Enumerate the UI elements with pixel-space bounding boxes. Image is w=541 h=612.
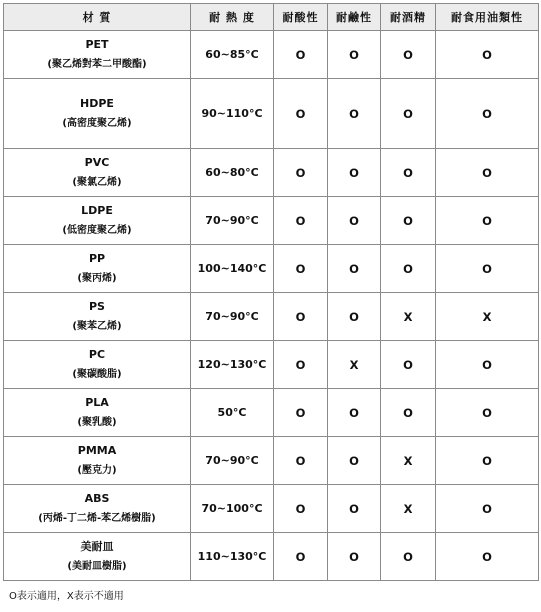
material-description: (低密度聚乙烯) xyxy=(62,224,132,236)
alkali-cell xyxy=(328,149,381,197)
alcohol-cell xyxy=(381,389,436,437)
heat-cell xyxy=(191,197,274,245)
table-row xyxy=(4,31,539,79)
suitability-mark: X xyxy=(349,357,359,372)
oil-cell xyxy=(436,245,539,293)
alkali-cell xyxy=(328,79,381,149)
header-alkali-resistance: 耐鹼性 xyxy=(328,4,381,31)
suitability-mark: O xyxy=(295,213,306,228)
suitability-mark: O xyxy=(349,549,359,564)
suitability-mark: O xyxy=(349,106,359,121)
material-name: ABS xyxy=(84,491,110,505)
suitability-mark: O xyxy=(295,405,306,420)
material-description: (聚乳酸) xyxy=(77,416,117,428)
suitability-mark: O xyxy=(482,213,492,228)
alkali-cell xyxy=(328,197,381,245)
alkali-cell xyxy=(328,341,381,389)
heat-range-value: 70~90°C xyxy=(205,310,259,323)
suitability-mark: O xyxy=(349,453,359,468)
acid-cell xyxy=(274,197,328,245)
acid-cell xyxy=(274,341,328,389)
oil-cell xyxy=(436,485,539,533)
suitability-mark: X xyxy=(482,309,492,324)
suitability-mark: X xyxy=(403,309,413,324)
heat-range-value: 50°C xyxy=(217,406,247,419)
material-name: PLA xyxy=(85,395,109,409)
material-description: (高密度聚乙烯) xyxy=(62,117,132,129)
material-cell xyxy=(4,389,191,437)
heat-cell xyxy=(191,31,274,79)
heat-cell xyxy=(191,533,274,581)
heat-cell xyxy=(191,341,274,389)
suitability-mark: O xyxy=(349,309,359,324)
acid-cell xyxy=(274,31,328,79)
material-cell xyxy=(4,341,191,389)
material-description: (聚氯乙烯) xyxy=(72,176,122,188)
alcohol-cell xyxy=(381,341,436,389)
heat-range-value: 70~90°C xyxy=(205,214,259,227)
suitability-mark: O xyxy=(295,47,306,62)
suitability-mark: O xyxy=(482,47,492,62)
alcohol-cell xyxy=(381,485,436,533)
oil-cell xyxy=(436,79,539,149)
acid-cell xyxy=(274,293,328,341)
alkali-cell xyxy=(328,245,381,293)
suitability-mark: O xyxy=(482,261,492,276)
suitability-mark: O xyxy=(403,213,413,228)
suitability-mark: O xyxy=(295,106,306,121)
suitability-mark: O xyxy=(349,213,359,228)
heat-range-value: 120~130°C xyxy=(197,358,267,371)
table-row xyxy=(4,533,539,581)
alcohol-cell xyxy=(381,79,436,149)
header-heat-resistance: 耐 熱 度 xyxy=(191,4,274,31)
material-name: PVC xyxy=(84,155,110,169)
suitability-mark: O xyxy=(482,357,492,372)
suitability-mark: O xyxy=(482,501,492,516)
material-cell xyxy=(4,79,191,149)
table-row xyxy=(4,341,539,389)
acid-cell xyxy=(274,245,328,293)
table-row xyxy=(4,149,539,197)
suitability-mark: O xyxy=(482,549,492,564)
heat-range-value: 110~130°C xyxy=(197,550,267,563)
suitability-mark: O xyxy=(295,357,306,372)
alkali-cell xyxy=(328,485,381,533)
heat-cell xyxy=(191,149,274,197)
material-name: PS xyxy=(89,299,105,313)
material-cell xyxy=(4,197,191,245)
material-description: (美耐皿樹脂) xyxy=(67,560,127,572)
table-row xyxy=(4,389,539,437)
heat-range-value: 100~140°C xyxy=(197,262,267,275)
suitability-mark: O xyxy=(403,106,413,121)
table-row xyxy=(4,79,539,149)
material-cell xyxy=(4,485,191,533)
header-oil-resistance: 耐食用油類性 xyxy=(436,4,539,31)
header-acid-resistance: 耐酸性 xyxy=(274,4,328,31)
oil-cell xyxy=(436,197,539,245)
heat-cell xyxy=(191,245,274,293)
suitability-mark: O xyxy=(295,261,306,276)
material-description: (聚丙烯) xyxy=(77,272,117,284)
heat-range-value: 60~85°C xyxy=(205,48,259,61)
material-cell xyxy=(4,293,191,341)
material-name: PET xyxy=(85,37,109,51)
alcohol-cell xyxy=(381,197,436,245)
material-name: HDPE xyxy=(80,96,114,110)
table-row xyxy=(4,293,539,341)
oil-cell xyxy=(436,437,539,485)
suitability-mark: O xyxy=(403,261,413,276)
table-row xyxy=(4,437,539,485)
alkali-cell xyxy=(328,437,381,485)
alcohol-cell xyxy=(381,437,436,485)
alcohol-cell xyxy=(381,31,436,79)
acid-cell xyxy=(274,485,328,533)
acid-cell xyxy=(274,437,328,485)
suitability-mark: O xyxy=(295,549,306,564)
heat-range-value: 70~90°C xyxy=(205,454,259,467)
suitability-mark: O xyxy=(403,47,413,62)
material-name: PP xyxy=(88,251,106,265)
material-description: (聚苯乙烯) xyxy=(72,320,122,332)
acid-cell xyxy=(274,149,328,197)
material-cell xyxy=(4,245,191,293)
header-material: 材 質 xyxy=(4,4,191,31)
material-cell xyxy=(4,437,191,485)
suitability-mark: O xyxy=(482,165,492,180)
table-row xyxy=(4,197,539,245)
suitability-mark: X xyxy=(403,453,413,468)
heat-cell xyxy=(191,437,274,485)
oil-cell xyxy=(436,389,539,437)
material-name: LDPE xyxy=(81,203,113,217)
suitability-mark: O xyxy=(482,405,492,420)
table-row xyxy=(4,245,539,293)
material-description: (壓克力) xyxy=(77,464,117,476)
heat-range-value: 70~100°C xyxy=(201,502,263,515)
heat-cell xyxy=(191,79,274,149)
suitability-mark: O xyxy=(482,106,492,121)
suitability-mark: O xyxy=(349,501,359,516)
heat-cell xyxy=(191,293,274,341)
suitability-mark: O xyxy=(349,165,359,180)
suitability-mark: O xyxy=(349,405,359,420)
alcohol-cell xyxy=(381,533,436,581)
material-name: 美耐皿 xyxy=(80,539,114,553)
alcohol-cell xyxy=(381,293,436,341)
suitability-mark: O xyxy=(403,405,413,420)
alkali-cell xyxy=(328,533,381,581)
alkali-cell xyxy=(328,389,381,437)
suitability-mark: O xyxy=(403,165,413,180)
acid-cell xyxy=(274,79,328,149)
acid-cell xyxy=(274,533,328,581)
header-alcohol-resistance: 耐酒精 xyxy=(381,4,436,31)
oil-cell xyxy=(436,293,539,341)
oil-cell xyxy=(436,533,539,581)
material-cell xyxy=(4,31,191,79)
suitability-mark: O xyxy=(403,549,413,564)
heat-cell xyxy=(191,485,274,533)
suitability-mark: O xyxy=(349,261,359,276)
suitability-mark: O xyxy=(295,453,306,468)
material-resistance-table xyxy=(3,3,539,581)
table-row xyxy=(4,485,539,533)
suitability-mark: O xyxy=(403,357,413,372)
suitability-mark: O xyxy=(295,165,306,180)
material-cell xyxy=(4,533,191,581)
alcohol-cell xyxy=(381,149,436,197)
material-cell xyxy=(4,149,191,197)
material-description: (丙烯-丁二烯-苯乙烯樹脂) xyxy=(38,512,156,524)
suitability-mark: X xyxy=(403,501,413,516)
table-header-row xyxy=(4,4,539,31)
oil-cell xyxy=(436,149,539,197)
alkali-cell xyxy=(328,293,381,341)
heat-range-value: 90~110°C xyxy=(201,107,263,120)
heat-range-value: 60~80°C xyxy=(205,166,259,179)
suitability-mark: O xyxy=(295,501,306,516)
alkali-cell xyxy=(328,31,381,79)
material-description: (聚乙烯對苯二甲酸酯) xyxy=(47,58,147,70)
oil-cell xyxy=(436,341,539,389)
suitability-mark: O xyxy=(295,309,306,324)
acid-cell xyxy=(274,389,328,437)
heat-cell xyxy=(191,389,274,437)
alcohol-cell xyxy=(381,245,436,293)
oil-cell xyxy=(436,31,539,79)
material-name: PC xyxy=(88,347,106,361)
material-name: PMMA xyxy=(77,443,117,457)
suitability-mark: O xyxy=(349,47,359,62)
footnote: O表示適用，X表示不適用 xyxy=(9,591,124,602)
suitability-mark: O xyxy=(482,453,492,468)
material-description: (聚碳酸脂) xyxy=(72,368,122,380)
